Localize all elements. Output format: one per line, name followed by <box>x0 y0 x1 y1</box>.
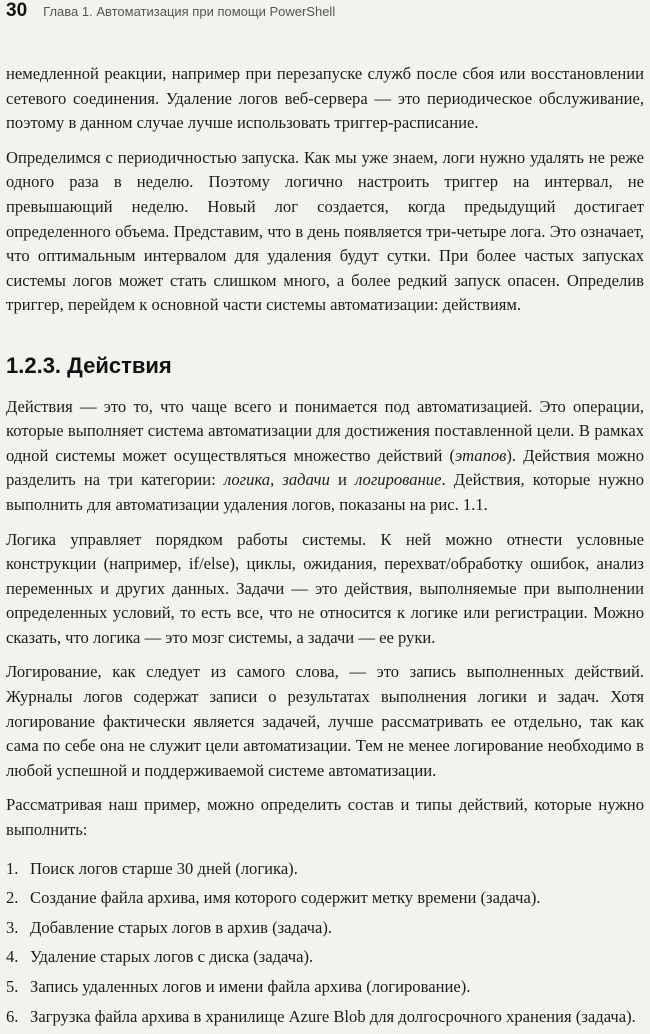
list-text: Удаление старых логов с диска (задача). <box>30 947 314 967</box>
list-number: 1. <box>6 858 19 878</box>
emphasis-logika: логика <box>223 470 271 490</box>
list-text: Запись удаленных логов и имени файла архива (логирование). <box>30 977 471 996</box>
page-number: 30 <box>6 0 28 21</box>
paragraph: Рассматривая наш пример, можно определить состав и типы действий, которые нужно выполнить: <box>6 795 644 840</box>
list-item <box>6 916 644 941</box>
list-number: 6. <box>6 1006 19 1026</box>
page-body <box>6 62 644 1034</box>
list-text: Поиск логов старше 30 дней (логика). <box>30 858 298 878</box>
page-header <box>6 0 644 26</box>
text-run: и <box>329 470 356 490</box>
paragraph: немедленной реакции, например при перезапуске служб после сбоя или восстановлении сетевого соединения. Удаление логов веб-сервера — это периодическое обслуживание, поэтому в данном случае лучше использовать триггер-расписание. <box>6 64 644 133</box>
text-run: . Действия, которые нужно выполнить для автоматизации удаления логов, показаны на рис. 1.1. <box>6 470 645 514</box>
emphasis-etapov: этапов <box>455 445 507 465</box>
list-item <box>6 857 644 882</box>
text-run: Действия — это то, что чаще всего и понимается под автоматизацией. Это операции, которые выполняет система автоматизации для достижения поставленной цели. В рамках одной системы может осуществляться множество действий ( <box>6 396 644 465</box>
action-list <box>6 857 644 1030</box>
list-text: Загрузка файла архива в хранилище Azure Blob для долгосрочного хранения (задача). <box>30 1006 636 1026</box>
paragraph: Логирование, как следует из самого слова, — это запись выполненных действий. Журналы логов содержат записи о результатах выполнения логики и задач. Хотя логирование фактически является задачей, лучше рассматривать ее отдельно, так как сама по себе она не служит цели автоматизации. Тем не менее логирование необходимо в любой успешной и поддерживаемой системе автоматизации. <box>6 662 644 780</box>
list-number: 5. <box>6 977 19 996</box>
paragraph: Определимся с периодичностью запуска. Как мы уже знаем, логи нужно удалять не реже одного раза в неделю. Поэтому логично настроить триггер на интервал, не превышающий неделю. Новый лог создается, когда предыдущий достигает определенного объема. Представим, что в день появляется три-четыре лога. Это означает, что оптимальным интервалом для удаления будут сутки. При более частых запусках системы логов может стать слишком много, а более редкий запуск опасен. Определив триггер, перейдем к основной части системы автоматизации: действиям. <box>6 147 644 315</box>
list-item <box>6 945 644 970</box>
section-heading: 1.2.3. Действия <box>6 352 172 378</box>
list-item <box>6 1005 644 1030</box>
list-text: Добавление старых логов в архив (задача). <box>30 917 333 937</box>
list-number: 2. <box>6 888 19 908</box>
list-number: 3. <box>6 917 19 937</box>
list-item <box>6 886 644 911</box>
emphasis-zadachi: задачи <box>282 470 330 490</box>
paragraph: Логика управляет порядком работы системы. К ней можно отнести условные конструкции (например, if/else), циклы, ожидания, перехват/обработку ошибок, анализ переменных и других данных. Задачи — это действия, выполняемые при выполнении определенных условий, то есть все, что не относится к логике или регистрации. Можно сказать, что логика — это мозг системы, а задачи — ее руки. <box>6 529 644 647</box>
paragraph <box>6 395 644 518</box>
list-text: Создание файла архива, имя которого содержит метку времени (задача). <box>30 888 541 908</box>
emphasis-logirovanie: логирование <box>355 470 442 490</box>
text-run: ). Действия можно разделить на три категории: <box>6 445 644 490</box>
list-number: 4. <box>6 947 19 967</box>
list-item <box>6 975 644 1000</box>
running-head: Глава 1. Автоматизация при помощи PowerShell <box>43 4 336 19</box>
text-run: , <box>270 470 283 490</box>
